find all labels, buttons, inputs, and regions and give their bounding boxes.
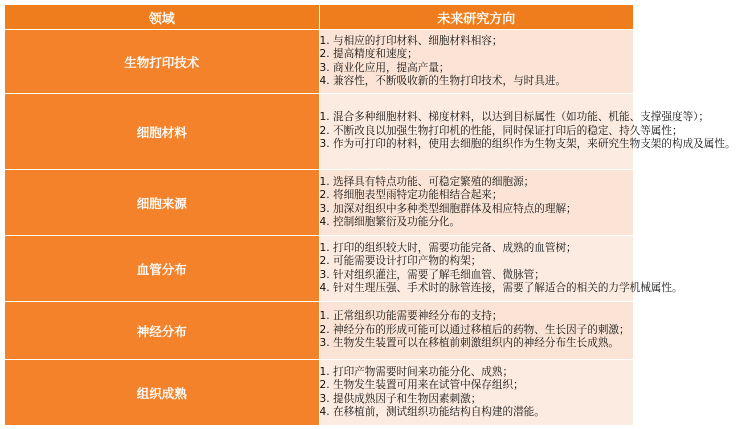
row-label: 组织成熟: [5, 360, 320, 426]
header-domain: 领域: [5, 5, 320, 30]
list-item: 2. 可能需要设计打印产物的构架；: [319, 255, 482, 268]
research-table: [4, 4, 736, 426]
list-item: 3. 作为可打印的材料，使用去细胞的组织作为生物支架，来研究生物支架的构成及属性。: [319, 138, 736, 151]
row-items: [319, 30, 634, 94]
list-item: 4. 在移植前，测试组织功能结构自构建的潜能。: [319, 405, 545, 418]
row-items: [319, 170, 634, 236]
list-item: 3. 商业化应用，提高产量；: [319, 61, 450, 74]
row-items: [319, 236, 683, 302]
list-item: 1. 混合多种细胞材料、梯度材料，以达到目标属性（如功能、机能、支撑强度等）；: [319, 111, 710, 124]
table-row: [5, 236, 634, 302]
row-label: 神经分布: [5, 302, 320, 360]
list-item: 1. 与相应的打印材料、细胞材料相容；: [319, 34, 503, 47]
list-item: 4. 控制细胞繁衍及功能分化。: [319, 215, 461, 228]
row-items: [319, 360, 634, 426]
table-row: [5, 30, 634, 94]
list-item: 1. 打印产物需要时间来功能分化、成熟；: [319, 365, 514, 378]
row-items: [319, 302, 634, 360]
row-label: 血管分布: [5, 236, 320, 302]
table-row: [5, 94, 634, 170]
row-label: 细胞来源: [5, 170, 320, 236]
list-item: 2. 将细胞表型雨特定功能相结合起来；: [319, 189, 503, 202]
list-item: 2. 神经分布的形成可能可以通过移植后的药物、生长因子的刺激；: [319, 323, 630, 336]
list-item: 3. 针对组织灌注，需要了解毛细血管、微脉管；: [319, 268, 545, 281]
list-item: 2. 生物发生装置可用来在试管中保存组织；: [319, 379, 524, 392]
list-item: 3. 生物发生装置可以在移植前刺激组织内的神经分布生长成熟。: [319, 337, 620, 350]
list-item: 1. 打印的组织较大时，需要功能完备、成熟的血管树；: [319, 241, 577, 254]
table-row: [5, 360, 634, 426]
header-row: [5, 5, 634, 30]
list-item: 1. 正常组织功能需要神经分布的支持；: [319, 310, 503, 323]
list-item: 3. 加深对组织中多种类型细胞群体及相应特点的理解；: [319, 202, 577, 215]
table-row: [5, 170, 634, 236]
list-item: 2. 提高精度和速度；: [319, 48, 418, 61]
row-items: [319, 94, 736, 170]
list-item: 3. 提供成熟因子和生物因素刺激；: [319, 392, 482, 405]
list-item: 4. 兼容性，不断吸收新的生物打印技术，与时具进。: [319, 74, 567, 87]
row-label: 细胞材料: [5, 94, 320, 170]
list-item: 1. 选择具有特点功能、可稳定繁殖的细胞源；: [319, 175, 535, 188]
row-label: 生物打印技术: [5, 30, 320, 94]
header-direction: 未来研究方向: [319, 5, 634, 30]
list-item: 4. 针对生理压强、手术时的脉管连接，需要了解适合的相关的力学机械属性。: [319, 281, 683, 294]
list-item: 2. 不断改良以加强生物打印机的性能，同时保证打印后的稳定、持久等属性；: [319, 124, 683, 137]
table-row: [5, 302, 634, 360]
